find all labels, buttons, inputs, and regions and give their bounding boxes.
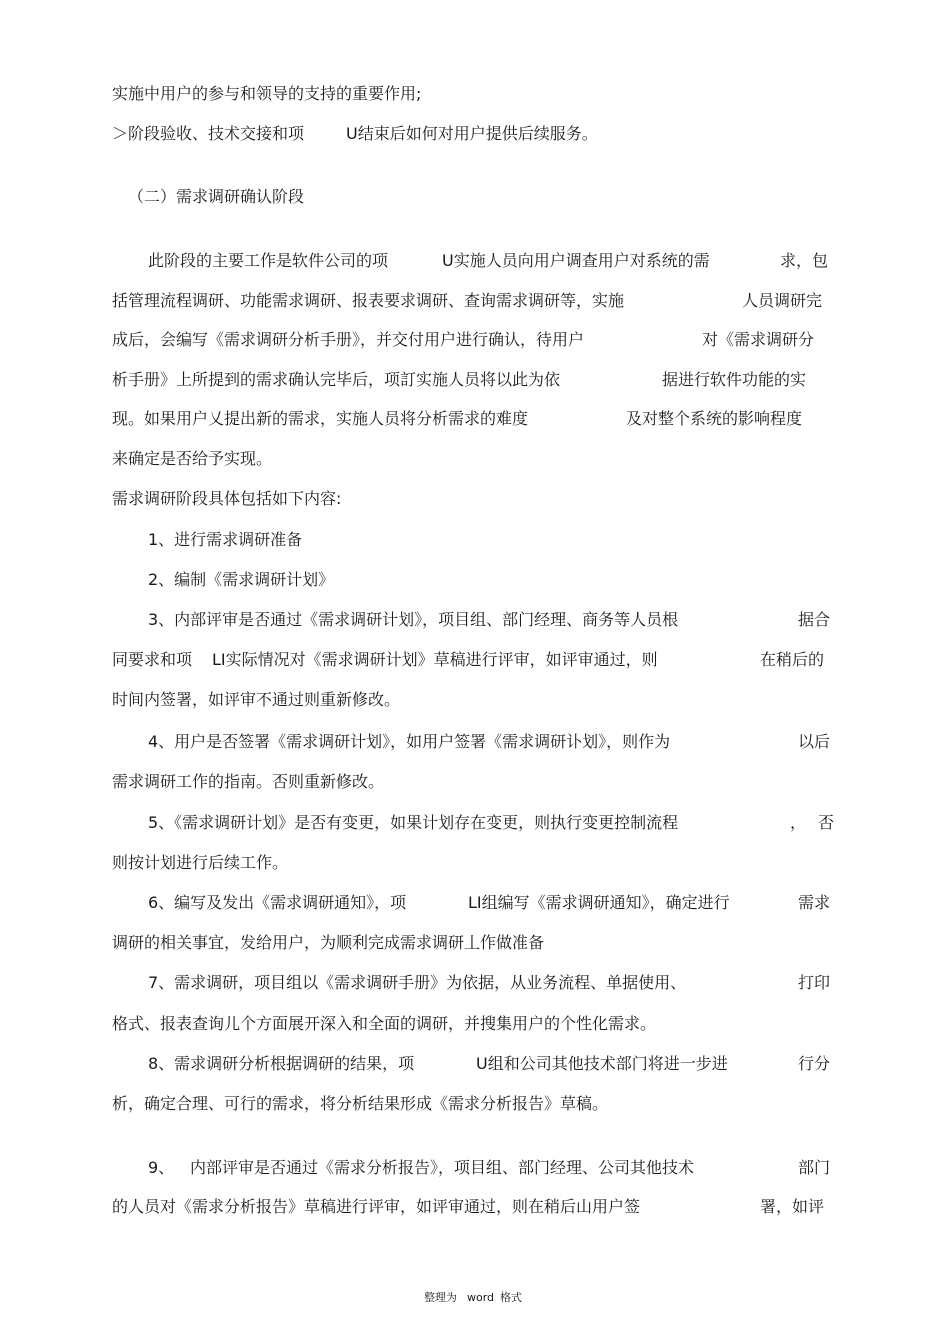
section-heading [0,183,950,211]
text-segment: 格式、报表查询儿个方面展开深入和全面的调研，并搜集用户的个性化需求。 [112,1014,657,1033]
text-line [0,287,950,315]
list-item [0,566,950,594]
text-line [0,929,950,957]
text-segment: 实施中用户的参与和领导的支持的重要作用; [112,84,422,103]
list-item [0,889,950,917]
text-line [0,1090,950,1118]
text-segment: 需求 [798,893,831,912]
footer-text: word [467,1291,495,1304]
text-segment: 7、需求调研，项目组以《需求调研手册》为依据，从业务流程、单据使用、 [148,973,687,992]
text-line [0,646,950,674]
text-segment: 6、编写及发出《需求调研通知》，项 [148,893,407,912]
text-line [0,120,950,148]
text-segment: 8、需求调研分析根据调研的结果，项 [148,1054,415,1073]
footer-text: 格式 [500,1291,522,1304]
text-segment: 署，如评 [760,1197,825,1216]
text-segment: 否 [818,813,835,832]
text-segment: 据合 [798,610,831,629]
list-item [0,1050,950,1078]
footer-text: 整理为 [424,1291,457,1304]
text-line [0,405,950,433]
list-item [0,809,950,837]
text-line [0,1193,950,1221]
heading-text: （二）需求调研确认阶段 [128,187,305,206]
text-segment: 打印 [798,973,831,992]
text-segment: 现。如果用户乂提出新的需求，实施人员将分析需求的难度 [112,409,529,428]
text-segment: 以后 [798,732,831,751]
list-intro [0,485,950,513]
text-segment: 成后，会编写《需求调研分析手册》，并交付用户进行确认，待用户 [112,330,585,349]
list-item [0,606,950,634]
text-segment: ＞阶段验收、技术交接和项 [112,124,305,143]
text-line [0,849,950,877]
list-item [0,969,950,997]
list-item [0,526,950,554]
text-segment: 对《需求调研分 [702,330,815,349]
text-segment: 3、内部评审是否通过《需求调研计划》，项目组、部门经理、商务等人员根 [148,610,679,629]
text-line [0,445,950,473]
text-segment: U结束后如何对用户提供后续服务。 [346,124,598,143]
text-segment: 1、进行需求调研准备 [148,530,303,549]
text-segment: ， [790,813,807,832]
text-segment: 及对整个系统的影响程度 [626,409,803,428]
text-segment: 来确定是否给予实现。 [112,449,273,468]
text-segment: 部门 [798,1158,831,1177]
text-segment: 4、用户是否签署《需求调研计划》，如用户签署《需求调研讣划》，则作为 [148,732,671,751]
text-segment: 5、《需求调研计划》是否有变更，如果计划存在变更，则执行变更控制流程 [148,813,679,832]
text-segment: 需求调研阶段具体包括如下内容: [112,489,342,508]
text-segment: LI实际情况对《需求调研计划》草稿进行评审，如评审通过，则 [212,650,658,669]
text-segment: 此阶段的主要工作是软件公司的项 [148,251,389,270]
text-segment: 同要求和项 [112,650,193,669]
text-line [0,326,950,354]
text-segment: 行分 [798,1054,831,1073]
text-segment: LI组编写《需求调研通知》，确定进行 [468,893,730,912]
text-segment: 人员调研完 [742,291,823,310]
text-line [0,1010,950,1038]
text-segment: U组和公司其他技术部门将进一步进 [476,1054,728,1073]
list-item [0,728,950,756]
text-segment: 则按计划进行后续工作。 [112,853,289,872]
text-segment: 9、 [148,1158,175,1177]
list-item [0,1154,950,1182]
text-segment: 的人员对《需求分析报告》草稿进行评审，如评审通过，则在稍后山用户签 [112,1197,641,1216]
text-segment: 求，包 [780,251,829,270]
text-segment: 在稍后的 [760,650,825,669]
text-segment: 据进行软件功能的实 [662,370,807,389]
text-segment: 括管理流程调研、功能需求调研、报表要求调研、查询需求调研等，实施 [112,291,625,310]
text-segment: U实施人员向用户调查用户对系统的需 [442,251,710,270]
text-line [0,247,950,275]
text-segment: 析，确定合理、可行的需求，将分析结果形成《需求分析报告》草稿。 [112,1094,609,1113]
text-line [0,80,950,108]
text-line [0,686,950,714]
text-line [0,366,950,394]
text-line [0,768,950,796]
text-segment: 析手册》上所提到的需求确认完毕后，项訂实施人员将以此为依 [112,370,561,389]
text-segment: 需求调研工作的指南。否则重新修改。 [112,772,385,791]
text-segment: 调研的相关事宜，发给用户，为顺利完成需求调研丄作做准备 [112,933,545,952]
text-segment: 内部评审是否通过《需求分析报告》，项目组、部门经理、公司其他技术 [190,1158,695,1177]
text-segment: 2、编制《需求调研计划》 [148,570,335,589]
text-segment: 时间内签署，如评审不通过则重新修改。 [112,690,401,709]
